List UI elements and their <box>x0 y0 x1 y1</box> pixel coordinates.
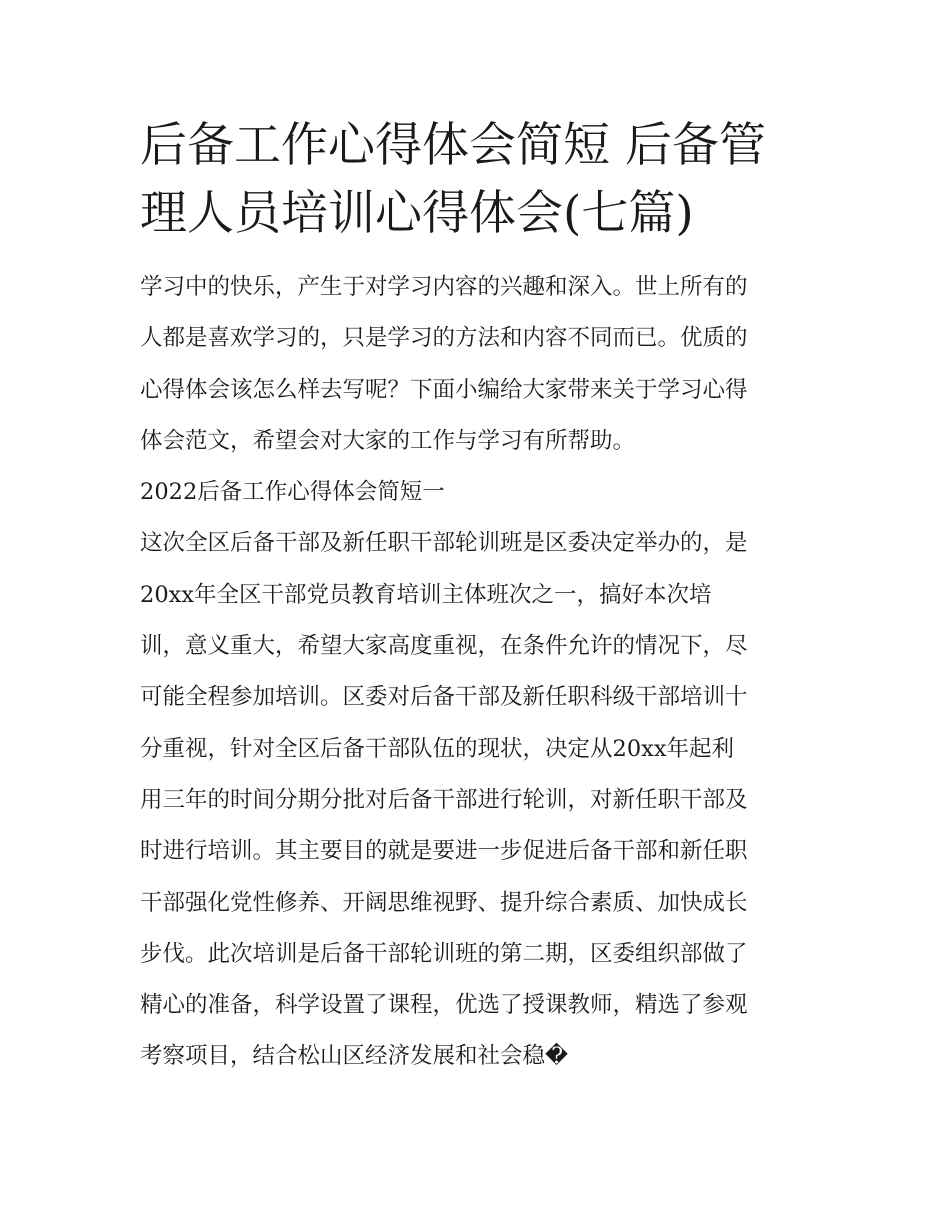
intro-line: 体会范文，希望会对大家的工作与学习有所帮助。 <box>140 427 636 454</box>
intro-paragraph <box>140 262 820 467</box>
body-paragraph <box>140 518 820 1082</box>
title-line-2: 理人员培训心得体会(七篇) <box>140 186 694 241</box>
title-line-1: 后备工作心得体会简短 后备管 <box>140 118 766 173</box>
body-line: 时进行培训。其主要目的就是要进一步促进后备干部和新任职 <box>140 838 748 865</box>
body-line: 可能全程参加培训。区委对后备干部及新任职科级干部培训十 <box>140 684 748 711</box>
intro-line: 人都是喜欢学习的，只是学习的方法和内容不同而已。优质的 <box>140 325 748 352</box>
body-line: 20xx年全区干部党员教育培训主体班次之一，搞好本次培 <box>140 581 712 608</box>
section-heading-text: 2022后备工作心得体会简短一 <box>140 479 445 506</box>
body-line: 考察项目，结合松山区经济发展和社会稳� <box>140 1043 569 1070</box>
body-line: 分重视，针对全区后备干部队伍的现状，决定从20xx年起利 <box>140 735 735 762</box>
body-line: 用三年的时间分期分批对后备干部进行轮训，对新任职干部及 <box>140 786 748 813</box>
intro-line: 心得体会该怎么样去写呢？下面小编给大家带来关于学习心得 <box>140 376 748 403</box>
body-line: 训，意义重大，希望大家高度重视，在条件允许的情况下，尽 <box>140 633 748 660</box>
document-title <box>140 112 820 248</box>
body-line: 步伐。此次培训是后备干部轮训班的第二期，区委组织部做了 <box>140 940 748 967</box>
body-line: 精心的准备，科学设置了课程，优选了授课教师，精选了参观 <box>140 992 748 1019</box>
intro-line: 学习中的快乐，产生于对学习内容的兴趣和深入。世上所有的 <box>140 274 748 300</box>
body-line: 这次全区后备干部及新任职干部轮训班是区委决定举办的，是 <box>140 530 748 557</box>
section-heading <box>140 467 820 518</box>
body-line: 干部强化党性修养、开阔思维视野、提升综合素质、加快成长 <box>140 889 748 916</box>
document-page <box>140 112 820 1083</box>
